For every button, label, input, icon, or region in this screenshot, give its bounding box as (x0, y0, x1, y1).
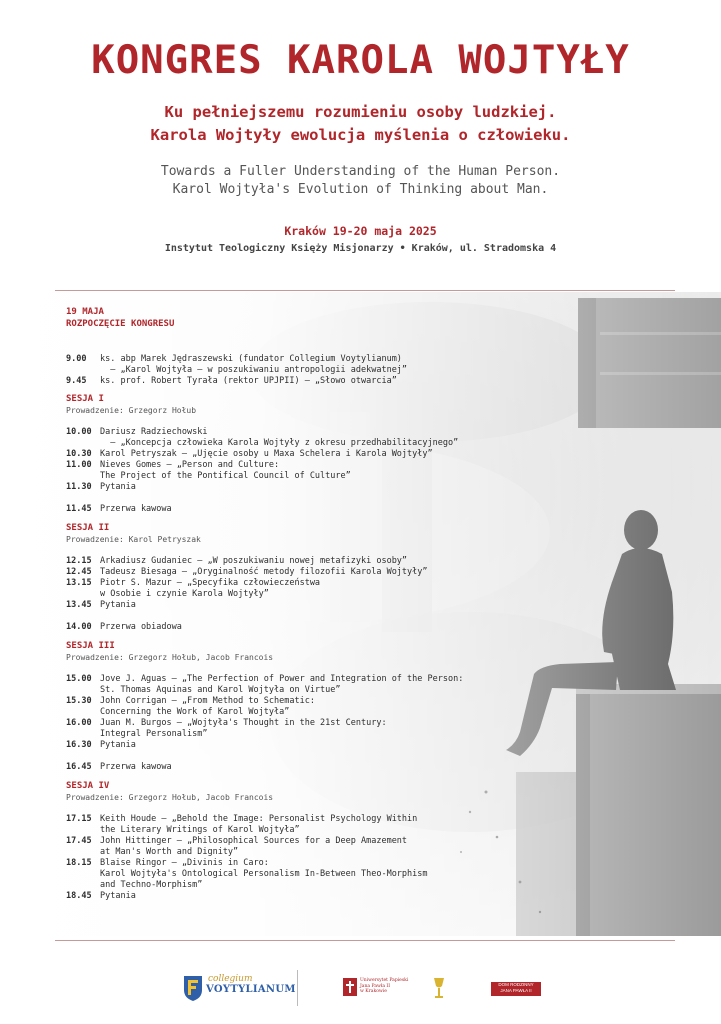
divider-bottom (55, 940, 675, 941)
session-4-title: SESJA IV (66, 781, 110, 791)
break-row: 11.45 Przerwa kawowa (66, 504, 172, 514)
page-title: KONGRES KAROLA WOJTYŁY (91, 38, 630, 83)
subtitle-pl-line-1: Ku pełniejszemu rozumieniu osoby ludzkiej. (164, 103, 557, 121)
logo-separator (297, 970, 298, 1006)
session-1-title: SESJA I (66, 394, 104, 404)
day-heading: 19 MAJA (66, 307, 104, 317)
program-row: 13.45 Pytania (66, 600, 136, 610)
program-row: 9.00 ks. abp Marek Jędraszewski (fundator Collegium Voytylianum) – „Karol Wojtyła – w poszukiwaniu antropologii adekwatnej” (66, 354, 408, 375)
opening-heading: ROZPOCZĘCIE KONGRESU (66, 319, 175, 329)
event-venue: Instytut Teologiczny Księży Misjonarzy • Kraków, ul. Stradomska 4 (164, 243, 557, 254)
program-row: 17.45 John Hittinger – „Philosophical Sources for a Deep Amazement at Man's Worth and Dignity” (66, 836, 408, 857)
program-row: 15.30 John Corrigan – „From Method to Schematic: Concerning the Work of Karol Wojtyła” (66, 696, 315, 717)
program-row: 13.15 Piotr S. Mazur – „Specyfika człowieczeństwa w Osobie i czynie Karola Wojtyły” (66, 578, 321, 599)
chalice-logo (432, 974, 446, 1002)
event-date: Kraków 19-20 maja 2025 (284, 224, 437, 238)
program-schedule (66, 306, 626, 902)
subtitle-en-line-1: Towards a Fuller Understanding of the Human Person. (160, 164, 561, 179)
program-row: 16.30 Pytania (66, 740, 136, 750)
program-row: 12.45 Tadeusz Biesaga – „Oryginalność metody filozofii Karola Wojtyły” (66, 567, 428, 577)
session-1-chair: Prowadzenie: Grzegorz Hołub (66, 406, 197, 415)
break-row: 16.45 Przerwa kawowa (66, 762, 172, 772)
program-row: 10.30 Karol Petryszak – „Ujęcie osoby u Maxa Schelera i Karola Wojtyły” (66, 449, 433, 459)
program-row: 16.00 Juan M. Burgos – „Wojtyła's Thought in the 21st Century: Integral Personalism” (66, 718, 387, 739)
chalice-icon (432, 974, 446, 1002)
subtitle-en-line-2: Karol Wojtyła's Evolution of Thinking about Man. (172, 182, 549, 197)
program-row: 17.15 Keith Houde – „Behold the Image: Personalist Psychology Within the Literary Writings of Karol Wojtyła” (66, 814, 418, 835)
session-3-chair: Prowadzenie: Grzegorz Hołub, Jacob Francois (66, 653, 274, 662)
divider-top (55, 290, 675, 291)
session-3-title: SESJA III (66, 641, 115, 651)
sponsor-logos (0, 968, 721, 1008)
program-row: 11.00 Nieves Gomes – „Person and Culture: The Project of the Pontifical Council of Culture” (66, 460, 351, 481)
program-row: 18.45 Pytania (66, 891, 136, 901)
upjp-logo: Uniwersytet Papieski Jana Pawła II w Krakowie (343, 978, 423, 1002)
program-row: 12.15 Arkadiusz Gudaniec – „W poszukiwaniu nowej metafizyki osoby” (66, 556, 408, 566)
upjp-crest-icon (343, 978, 357, 996)
session-2-title: SESJA II (66, 523, 110, 533)
program-row: 10.00 Dariusz Radziechowski – „Koncepcja człowieka Karola Wojtyły z okresu przedhabilitacyjnego” (66, 427, 459, 448)
break-row: 14.00 Przerwa obiadowa (66, 622, 182, 632)
program-row: 15.00 Jove J. Aguas – „The Perfection of Power and Integration of the Person: St. Thomas Aquinas and Karol Wojtyła on Virtue” (66, 674, 464, 695)
collegium-voytylianum-logo: collegium VOYTYLIANUM (182, 974, 282, 1004)
program-row: 11.30 Pytania (66, 482, 136, 492)
subtitle-pl-line-2: Karola Wojtyły ewolucja myślenia o człowieku. (150, 126, 571, 144)
dom-rodzinny-logo: DOM RODZINNY JANA PAWŁA II (491, 982, 541, 996)
program-row: 18.15 Blaise Ringor – „Divinis in Caro: Karol Wojtyła's Ontological Personalism In-Between Theo-Morphism and Techno-Morphism” (66, 858, 428, 890)
program-row: 9.45 ks. prof. Robert Tyrała (rektor UPJPII) – „Słowo otwarcia” (66, 376, 397, 386)
session-4-chair: Prowadzenie: Grzegorz Hołub, Jacob Francois (66, 793, 274, 802)
collegium-shield-icon (182, 974, 204, 1002)
session-2-chair: Prowadzenie: Karol Petryszak (66, 535, 201, 544)
